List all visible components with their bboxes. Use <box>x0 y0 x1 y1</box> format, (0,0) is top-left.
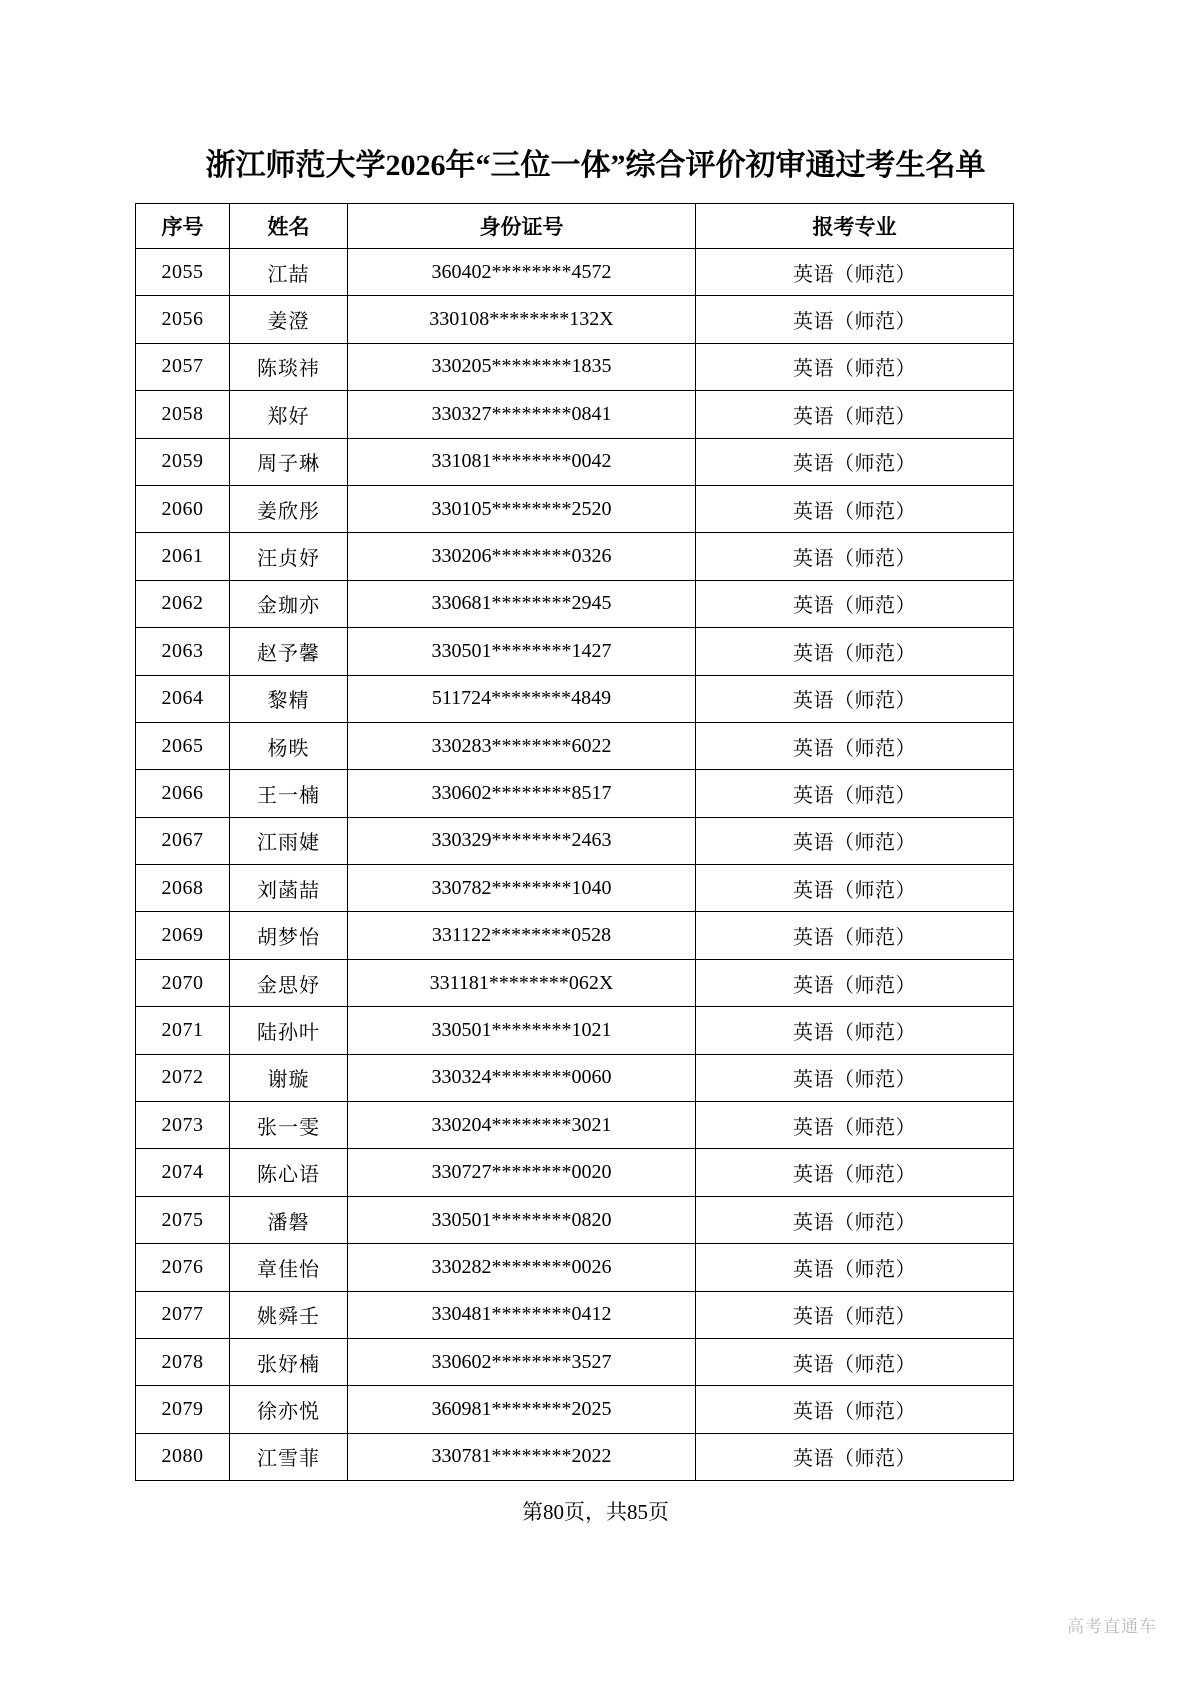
table-row <box>136 391 1014 438</box>
cell-id-number: 511724********4849 <box>348 675 696 722</box>
cell-id-number: 331122********0528 <box>348 912 696 959</box>
cell-applied-major: 英语（师范） <box>696 770 1014 817</box>
cell-sequence-number: 2063 <box>136 628 230 675</box>
cell-candidate-name: 陆孙叶 <box>230 1007 348 1054</box>
cell-sequence-number: 2072 <box>136 1054 230 1101</box>
cell-sequence-number: 2060 <box>136 485 230 532</box>
cell-sequence-number: 2058 <box>136 391 230 438</box>
cell-candidate-name: 潘磐 <box>230 1196 348 1243</box>
cell-sequence-number: 2079 <box>136 1386 230 1433</box>
cell-sequence-number: 2080 <box>136 1433 230 1480</box>
cell-sequence-number: 2078 <box>136 1338 230 1385</box>
table-row <box>136 912 1014 959</box>
cell-applied-major: 英语（师范） <box>696 391 1014 438</box>
cell-sequence-number: 2056 <box>136 296 230 343</box>
table-row <box>136 675 1014 722</box>
cell-candidate-name: 江喆 <box>230 249 348 296</box>
cell-sequence-number: 2067 <box>136 817 230 864</box>
roster-table-container <box>135 203 1013 1481</box>
cell-applied-major: 英语（师范） <box>696 865 1014 912</box>
cell-sequence-number: 2057 <box>136 343 230 390</box>
table-row <box>136 249 1014 296</box>
cell-candidate-name: 金珈亦 <box>230 580 348 627</box>
column-header-major: 报考专业 <box>696 204 1014 249</box>
cell-id-number: 330681********2945 <box>348 580 696 627</box>
cell-applied-major: 英语（师范） <box>696 485 1014 532</box>
cell-sequence-number: 2055 <box>136 249 230 296</box>
cell-sequence-number: 2075 <box>136 1196 230 1243</box>
cell-candidate-name: 黎精 <box>230 675 348 722</box>
cell-id-number: 331081********0042 <box>348 438 696 485</box>
cell-candidate-name: 姚舜壬 <box>230 1291 348 1338</box>
cell-id-number: 360981********2025 <box>348 1386 696 1433</box>
cell-candidate-name: 陈琰祎 <box>230 343 348 390</box>
column-header-name: 姓名 <box>230 204 348 249</box>
cell-sequence-number: 2064 <box>136 675 230 722</box>
table-row <box>136 580 1014 627</box>
cell-candidate-name: 胡梦怡 <box>230 912 348 959</box>
table-row <box>136 296 1014 343</box>
cell-applied-major: 英语（师范） <box>696 533 1014 580</box>
cell-id-number: 330727********0020 <box>348 1149 696 1196</box>
table-row <box>136 343 1014 390</box>
cell-sequence-number: 2071 <box>136 1007 230 1054</box>
table-row <box>136 959 1014 1006</box>
cell-sequence-number: 2070 <box>136 959 230 1006</box>
column-header-id: 身份证号 <box>348 204 696 249</box>
table-row <box>136 1386 1014 1433</box>
cell-sequence-number: 2077 <box>136 1291 230 1338</box>
cell-id-number: 330329********2463 <box>348 817 696 864</box>
cell-candidate-name: 姜欣彤 <box>230 485 348 532</box>
cell-candidate-name: 江雪菲 <box>230 1433 348 1480</box>
cell-candidate-name: 赵予馨 <box>230 628 348 675</box>
cell-candidate-name: 姜澄 <box>230 296 348 343</box>
cell-id-number: 330204********3021 <box>348 1102 696 1149</box>
cell-candidate-name: 周子琳 <box>230 438 348 485</box>
cell-sequence-number: 2059 <box>136 438 230 485</box>
cell-id-number: 330283********6022 <box>348 722 696 769</box>
cell-candidate-name: 谢璇 <box>230 1054 348 1101</box>
table-row <box>136 438 1014 485</box>
table-row <box>136 628 1014 675</box>
cell-id-number: 330602********3527 <box>348 1338 696 1385</box>
table-header-row <box>136 204 1014 249</box>
cell-candidate-name: 杨昳 <box>230 722 348 769</box>
cell-candidate-name: 徐亦悦 <box>230 1386 348 1433</box>
cell-applied-major: 英语（师范） <box>696 296 1014 343</box>
table-row <box>136 1433 1014 1480</box>
cell-applied-major: 英语（师范） <box>696 722 1014 769</box>
watermark: 高考直通车 <box>1067 1617 1157 1636</box>
cell-applied-major: 英语（师范） <box>696 1102 1014 1149</box>
column-header-seq: 序号 <box>136 204 230 249</box>
cell-sequence-number: 2068 <box>136 865 230 912</box>
cell-applied-major: 英语（师范） <box>696 1054 1014 1101</box>
cell-applied-major: 英语（师范） <box>696 1149 1014 1196</box>
cell-sequence-number: 2065 <box>136 722 230 769</box>
cell-id-number: 330282********0026 <box>348 1244 696 1291</box>
cell-applied-major: 英语（师范） <box>696 628 1014 675</box>
table-row <box>136 1291 1014 1338</box>
cell-id-number: 330501********0820 <box>348 1196 696 1243</box>
cell-candidate-name: 张妤楠 <box>230 1338 348 1385</box>
cell-candidate-name: 章佳怡 <box>230 1244 348 1291</box>
cell-applied-major: 英语（师范） <box>696 438 1014 485</box>
table-row <box>136 1102 1014 1149</box>
table-row <box>136 1054 1014 1101</box>
cell-applied-major: 英语（师范） <box>696 580 1014 627</box>
cell-candidate-name: 汪贞妤 <box>230 533 348 580</box>
cell-applied-major: 英语（师范） <box>696 1244 1014 1291</box>
table-row <box>136 1338 1014 1385</box>
cell-id-number: 330105********2520 <box>348 485 696 532</box>
cell-applied-major: 英语（师范） <box>696 1291 1014 1338</box>
table-row <box>136 770 1014 817</box>
cell-applied-major: 英语（师范） <box>696 249 1014 296</box>
cell-applied-major: 英语（师范） <box>696 1433 1014 1480</box>
cell-applied-major: 英语（师范） <box>696 1007 1014 1054</box>
cell-id-number: 330501********1427 <box>348 628 696 675</box>
cell-id-number: 330327********0841 <box>348 391 696 438</box>
cell-sequence-number: 2073 <box>136 1102 230 1149</box>
roster-table <box>135 203 1014 1481</box>
cell-id-number: 330602********8517 <box>348 770 696 817</box>
cell-applied-major: 英语（师范） <box>696 1196 1014 1243</box>
cell-candidate-name: 王一楠 <box>230 770 348 817</box>
cell-id-number: 330324********0060 <box>348 1054 696 1101</box>
table-row <box>136 485 1014 532</box>
cell-applied-major: 英语（师范） <box>696 959 1014 1006</box>
cell-sequence-number: 2069 <box>136 912 230 959</box>
table-row <box>136 722 1014 769</box>
cell-id-number: 360402********4572 <box>348 249 696 296</box>
cell-id-number: 330481********0412 <box>348 1291 696 1338</box>
cell-candidate-name: 金思妤 <box>230 959 348 1006</box>
cell-id-number: 331181********062X <box>348 959 696 1006</box>
table-header <box>136 204 1014 249</box>
cell-candidate-name: 张一雯 <box>230 1102 348 1149</box>
table-row <box>136 1149 1014 1196</box>
cell-candidate-name: 陈心语 <box>230 1149 348 1196</box>
cell-applied-major: 英语（师范） <box>696 912 1014 959</box>
cell-applied-major: 英语（师范） <box>696 1338 1014 1385</box>
table-row <box>136 865 1014 912</box>
table-row <box>136 1244 1014 1291</box>
cell-candidate-name: 刘菡喆 <box>230 865 348 912</box>
cell-id-number: 330781********2022 <box>348 1433 696 1480</box>
table-row <box>136 1007 1014 1054</box>
cell-applied-major: 英语（师范） <box>696 1386 1014 1433</box>
table-row <box>136 817 1014 864</box>
cell-applied-major: 英语（师范） <box>696 817 1014 864</box>
cell-id-number: 330782********1040 <box>348 865 696 912</box>
cell-id-number: 330206********0326 <box>348 533 696 580</box>
cell-sequence-number: 2061 <box>136 533 230 580</box>
page-title: 浙江师范大学2026年“三位一体”综合评价初审通过考生名单 <box>205 149 986 182</box>
cell-sequence-number: 2066 <box>136 770 230 817</box>
cell-sequence-number: 2062 <box>136 580 230 627</box>
cell-id-number: 330501********1021 <box>348 1007 696 1054</box>
cell-candidate-name: 江雨婕 <box>230 817 348 864</box>
table-row <box>136 533 1014 580</box>
page-number-footer: 第80页，共85页 <box>522 1500 669 1524</box>
cell-id-number: 330108********132X <box>348 296 696 343</box>
table-row <box>136 1196 1014 1243</box>
cell-applied-major: 英语（师范） <box>696 675 1014 722</box>
cell-candidate-name: 郑好 <box>230 391 348 438</box>
cell-sequence-number: 2076 <box>136 1244 230 1291</box>
cell-id-number: 330205********1835 <box>348 343 696 390</box>
table-body <box>136 249 1014 1481</box>
cell-sequence-number: 2074 <box>136 1149 230 1196</box>
cell-applied-major: 英语（师范） <box>696 343 1014 390</box>
